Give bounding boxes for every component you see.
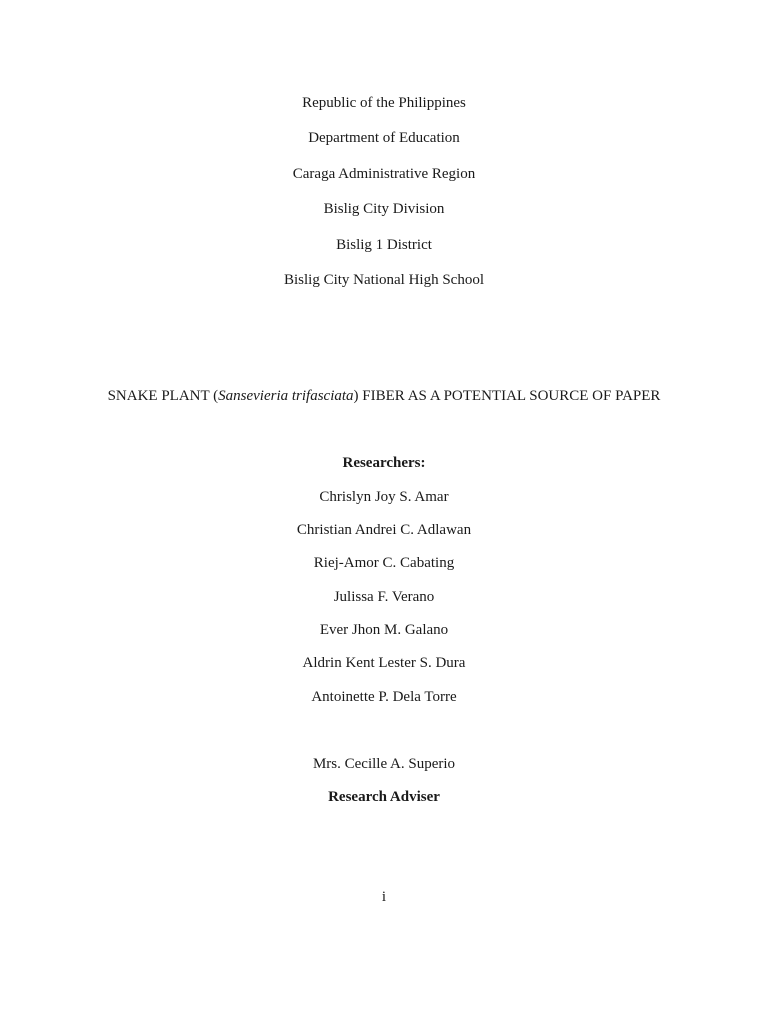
header-department: Department of Education — [308, 130, 460, 146]
header-region: Caraga Administrative Region — [292, 166, 476, 182]
header-country: Republic of the Philippines — [302, 95, 466, 111]
page-number: i — [381, 889, 387, 905]
header-division: Bislig City Division — [323, 201, 445, 217]
researcher-name: Chrislyn Joy S. Amar — [319, 489, 449, 505]
adviser-role: Research Adviser — [328, 789, 440, 805]
researcher-name: Julissa F. Verano — [333, 589, 435, 605]
title-prefix: SNAKE PLANT ( — [107, 388, 219, 404]
header-school: Bislig City National High School — [283, 272, 484, 288]
adviser-name: Mrs. Cecille A. Superio — [312, 756, 456, 772]
title-suffix: ) FIBER AS A POTENTIAL SOURCE OF PAPER — [353, 388, 661, 404]
header-district: Bislig 1 District — [336, 237, 432, 253]
researcher-name: Antoinette P. Dela Torre — [311, 689, 457, 705]
researcher-name: Riej-Amor C. Cabating — [313, 555, 455, 571]
researchers-heading: Researchers: — [342, 455, 426, 471]
researcher-name: Ever Jhon M. Galano — [319, 622, 449, 638]
researcher-name: Christian Andrei C. Adlawan — [296, 522, 472, 538]
paper-title — [0, 387, 768, 405]
title-scientific-name: Sansevieria trifasciata — [218, 388, 354, 404]
researcher-name: Aldrin Kent Lester S. Dura — [302, 655, 466, 671]
